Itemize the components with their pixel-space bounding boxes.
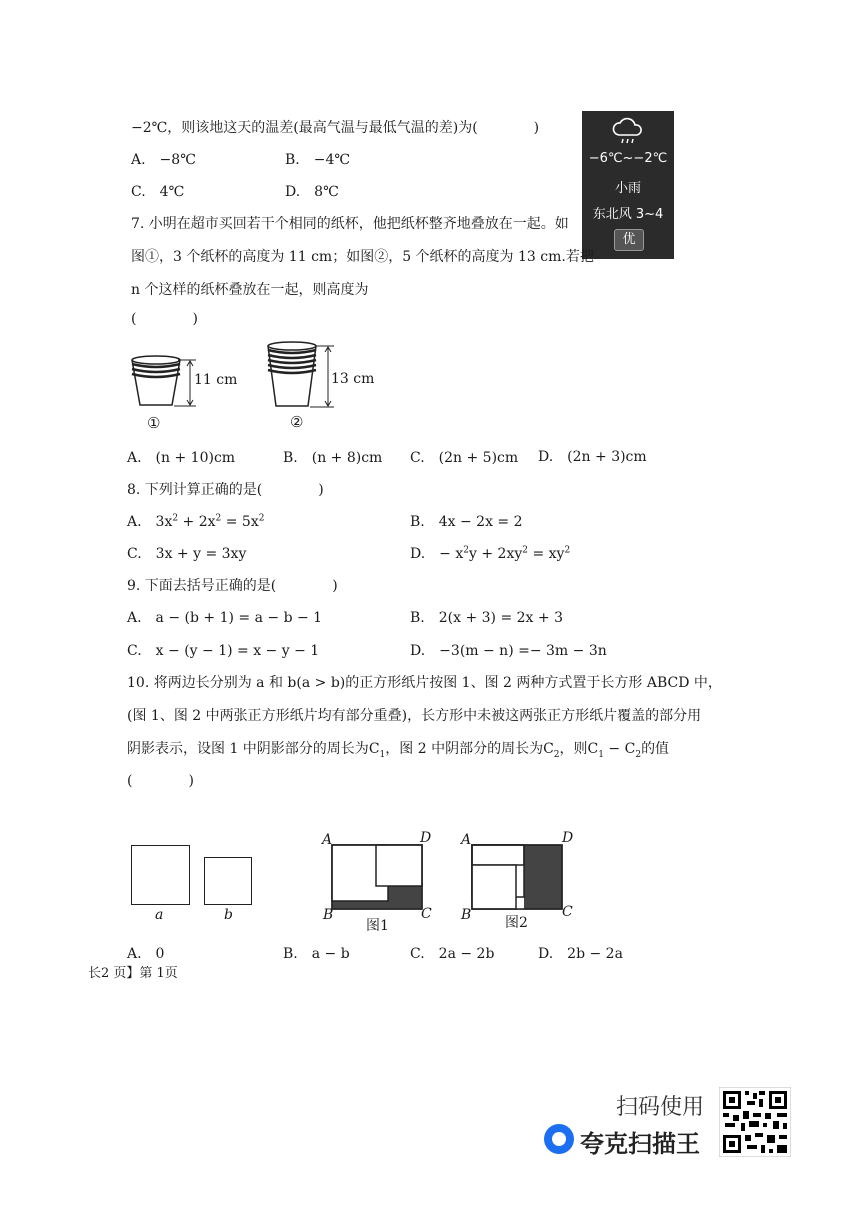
rectangle-figure-2 [470,843,566,911]
q7-paren: ( ) [131,311,198,327]
brand-name: 夸克扫描王 [580,1130,700,1158]
qr-code-icon[interactable] [719,1087,791,1157]
q10-option-d: D. 2b − 2a [538,946,623,962]
q10-line2: (图 1、图 2 中两张正方形纸片均有部分重叠)，长方形中未被这两张正方形纸片覆盖的部分用 [127,708,702,724]
q8-stem: 8. 下列计算正确的是( ) [127,482,324,498]
fig1-caption: 图1 [366,918,389,934]
q9-stem: 9. 下面去括号正确的是( ) [127,578,338,594]
q10-line3: 阴影表示，设图 1 中阴影部分的周长为$C_1$，图 2 中阴部分的周长为$C_2$，则$C_1 - C_2$的值 [127,741,670,760]
aqi-badge: 优 [614,229,644,251]
q7-line2: 图①，3 个纸杯的高度为 11 cm；如图②，5 个纸杯的高度为 13 cm.若把 [131,249,594,265]
q7-option-a: A. (n + 10)cm [127,450,236,466]
quark-logo-icon [544,1124,574,1154]
fig1-vertex-a: A [322,832,333,848]
weather-wind: 东北风 3~4 [592,207,664,222]
weather-condition: 小雨 [614,181,641,196]
fig2-height-label: 13 cm [331,371,375,387]
label-b: b [224,907,233,923]
q9-option-c: C. x − (y − 1) = x − y − 1 [127,643,320,659]
weather-card [582,111,674,259]
q9-option-b: B. 2(x + 3) = 2x + 3 [410,610,563,626]
q8-option-b: B. 4x − 2x = 2 [410,514,523,530]
fig1-vertex-b: B [323,907,334,923]
q7-option-d: D. (2n + 3)cm [538,449,647,465]
q7-option-c: C. (2n + 5)cm [410,450,519,466]
q10-paren: ( ) [127,773,194,789]
q8-option-d: D. − $x^2y + 2xy^2 = xy^2$ [410,545,571,562]
rectangle-figure-1 [330,843,426,911]
rain-cloud-icon [610,115,646,147]
fig1-vertex-c: C [421,906,432,922]
square-a [131,845,190,905]
fig2-vertex-b: B [461,907,472,923]
weather-range: −6℃~−2℃ [588,151,668,166]
fig1-number: ① [147,414,161,432]
q9-option-d: D. −3(m − n) =− 3m − 3n [410,643,607,659]
fig2-vertex-a: A [461,832,472,848]
fig2-caption: 图2 [505,915,528,931]
q6-option-a: A. −8℃ [131,152,196,168]
fig2-vertex-d: D [562,830,574,846]
q8-option-c: C. 3x + y = 3xy [127,546,247,562]
q7-line3: n 个这样的纸杯叠放在一起，则高度为 [131,282,369,298]
square-b [204,857,252,905]
q8-option-a: A. $3x^2 + 2x^2 = 5x^2$ [127,513,265,530]
label-a: a [155,907,164,923]
q6-stem: −2℃，则该地这天的温差(最高气温与最低气温的差)为( ) [131,120,540,136]
q7-option-b: B. (n + 8)cm [283,450,383,466]
q9-option-a: A. a − (b + 1) = a − b − 1 [127,610,323,626]
q10-option-a: A. 0 [127,946,165,962]
q7-line1: 7. 小明在超市买回若干个相同的纸杯，他把纸杯整齐地叠放在一起。如 [131,216,569,232]
q10-option-b: B. a − b [283,946,350,962]
fig2-vertex-c: C [562,904,573,920]
q6-option-b: B. −4℃ [285,152,351,168]
q10-line1: 10. 将两边长分别为 a 和 b(a > b)的正方形纸片按图 1、图 2 两种方式置于长方形 ABCD 中， [127,675,722,691]
q10-option-c: C. 2a − 2b [410,946,495,962]
page-number: 长2 页】第 1页 [88,966,178,981]
q6-option-c: C. 4℃ [131,184,185,200]
scan-text: 扫码使用 [616,1095,705,1120]
fig1-vertex-d: D [420,830,432,846]
q6-option-d: D. 8℃ [285,184,339,200]
fig2-number: ② [290,413,304,431]
fig1-height-label: 11 cm [194,372,238,388]
